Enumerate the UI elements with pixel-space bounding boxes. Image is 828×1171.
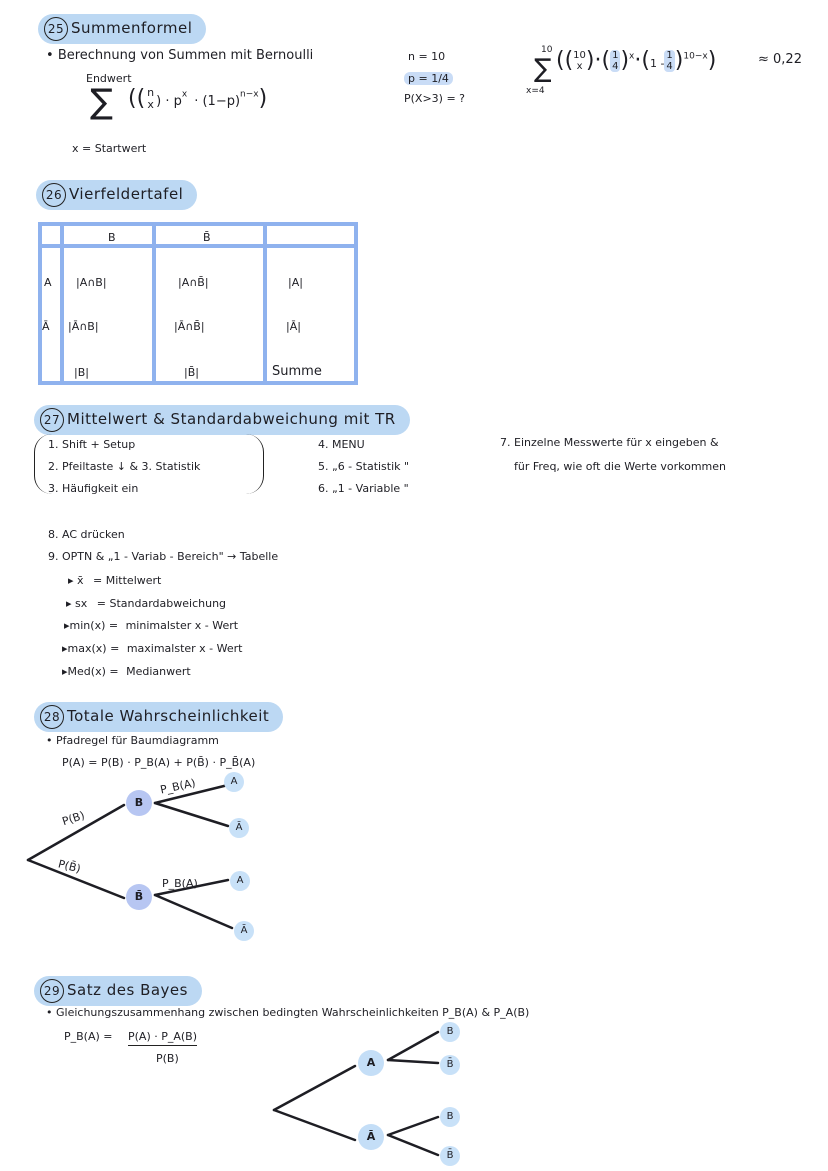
cell-a-bbar: |A∩B̄| — [178, 276, 209, 289]
list-item: ▸min(x) = minimalster x - Wert — [64, 619, 239, 632]
list-item: ▸ x̄ = Mittelwert — [68, 574, 162, 587]
cell-a-b: |A∩B| — [76, 276, 107, 289]
section-29-heading — [34, 976, 202, 1006]
edge-label-pba: P_B(A) — [162, 877, 198, 890]
tree-leaf: A — [230, 871, 250, 891]
bullet-text: • Gleichungszusammenhang zwischen bedingten Wahrscheinlichkeiten P_B(A) & P_A(B) — [46, 1006, 530, 1019]
formula-part: ) — [258, 86, 268, 111]
tree-edge — [388, 1117, 438, 1135]
step-5: 5. „6 - Statistik " — [318, 460, 410, 473]
section-title: Totale Wahrscheinlichkeit — [67, 707, 270, 725]
tree-node-b: B — [126, 790, 152, 816]
bayes-denominator: P(B) — [156, 1052, 179, 1065]
step-3: 3. Häufigkeit ein — [48, 482, 139, 495]
exponent-n-x: n−x — [240, 89, 259, 100]
example-formula: ((10 x )·( 1 4)$^x$·(1 -1 4)$^{10-x}$) — [556, 48, 717, 73]
cell-total-bbar: |B̄| — [184, 366, 199, 379]
step-7-line-2: für Freq, wie oft die Werte vorkommen — [514, 460, 726, 473]
list-key: max(x) = — [67, 642, 120, 655]
bullet-text: • Berechnung von Summen mit Bernoulli — [46, 48, 314, 63]
bullet-label: Berechnung von Summen mit Bernoulli — [57, 48, 314, 63]
cell-abar-total: |Ā| — [286, 320, 301, 333]
tree-leaf: B̄ — [440, 1146, 460, 1166]
list-key: min(x) = — [69, 619, 119, 632]
list-desc: minimalster x - Wert — [125, 619, 239, 632]
list-key: sx — [75, 597, 88, 610]
edge-label-pb: P(B) — [60, 808, 87, 829]
example-fraction: 1 4 — [666, 50, 673, 72]
col-header-bbar: B̄ — [203, 231, 211, 244]
tree-edge — [274, 1110, 355, 1140]
row-label-a: A — [44, 276, 52, 289]
tree-node-abar: Ā — [358, 1124, 384, 1150]
given-n: n = 10 — [408, 50, 446, 63]
list-item: ▸Med(x) = Medianwert — [62, 665, 191, 678]
section-number: 25 — [44, 17, 68, 41]
example-binomial: 10 x — [573, 50, 586, 72]
tree-leaf: B — [440, 1107, 460, 1127]
tree-edge — [274, 1066, 355, 1110]
list-key: Med(x) = — [67, 665, 119, 678]
given-p: p = 1/4 — [404, 72, 453, 85]
tree-leaf: Ā — [229, 818, 249, 838]
step-7-line-1: 7. Einzelne Messwerte für x eingeben & — [500, 436, 719, 449]
tree-leaf: A — [224, 772, 244, 792]
cell-a-total: |A| — [288, 276, 303, 289]
bayes-numerator: P(A) · P_A(B) — [128, 1030, 197, 1046]
example-sigma: ∑ — [534, 54, 552, 84]
tree-node-a: A — [358, 1050, 384, 1076]
formula-part: · (1−p) — [194, 94, 241, 109]
section-title: Vierfeldertafel — [69, 185, 184, 203]
tree-edge — [388, 1060, 438, 1063]
edge-label-pbbar: P(B̄) — [56, 857, 82, 876]
step-9: 9. OPTN & „1 - Variab - Bereich" → Tabelle — [48, 550, 279, 563]
section-number: 29 — [40, 979, 64, 1003]
section-number: 28 — [40, 705, 64, 729]
tree-edge — [388, 1032, 438, 1060]
formula-part: ) · p — [156, 94, 182, 109]
tree-node-bbar: B̄ — [126, 884, 152, 910]
col-header-b: B — [108, 231, 116, 244]
tree-leaf: B̄ — [440, 1055, 460, 1075]
tree-edge — [155, 895, 232, 928]
bullet-label: Gleichungszusammenhang zwischen bedingten Wahrscheinlichkeiten P_B(A) & P_A(B) — [56, 1006, 530, 1019]
step-2: 2. Pfeiltaste ↓ & 3. Statistik — [48, 460, 201, 473]
tree-edge — [155, 803, 228, 826]
example-upper-bound: 10 — [541, 45, 553, 55]
bullet-text: • Pfadregel für Baumdiagramm — [46, 734, 219, 747]
section-number: 27 — [40, 408, 64, 432]
sum-lower-bound: x = Startwert — [72, 142, 147, 155]
cell-abar-bbar: |Ā∩B̄| — [174, 320, 205, 333]
binom-bottom: x — [147, 98, 154, 111]
formula-part: (( — [128, 86, 146, 111]
sigma-symbol: ∑ — [90, 82, 113, 122]
example-result: ≈ 0,22 — [758, 52, 802, 67]
cell-abar-b: |Ā∩B| — [68, 320, 99, 333]
total-probability-formula: P(A) = P(B) · P_B(A) + P(B̄) · P_B̄(A) — [62, 756, 256, 769]
cell-total-sum: Summe — [272, 364, 322, 379]
row-label-abar: Ā — [42, 320, 50, 333]
list-desc: Medianwert — [126, 665, 191, 678]
list-item: ▸ sx = Standardabweichung — [66, 597, 227, 610]
step-1: 1. Shift + Setup — [48, 438, 136, 451]
step-8: 8. AC drücken — [48, 528, 125, 541]
cell-total-b: |B| — [74, 366, 89, 379]
list-desc: = Standardabweichung — [96, 597, 227, 610]
list-key: x̄ — [77, 574, 84, 587]
binom-top: n — [147, 86, 155, 99]
bullet-label: Pfadregel für Baumdiagramm — [56, 734, 219, 747]
exponent-x: x — [181, 89, 188, 100]
example-exponent: 10−x — [683, 51, 708, 62]
example-lower-bound: x=4 — [526, 86, 545, 96]
tree-leaf: B — [440, 1022, 460, 1042]
section-number: 26 — [42, 183, 66, 207]
edge-label-pba: P_B(A) — [159, 776, 197, 797]
example-fraction: 1 4 — [612, 50, 619, 72]
section-title: Mittelwert & Standardabweichung mit TR — [67, 410, 396, 428]
list-item: ▸max(x) = maximalster x - Wert — [62, 642, 243, 655]
step-4: 4. MENU — [318, 438, 365, 451]
question-text: P(X>3) = ? — [404, 92, 466, 105]
list-desc: maximalster x - Wert — [126, 642, 243, 655]
bayes-lhs: P_B(A) = — [64, 1030, 113, 1043]
section-title: Satz des Bayes — [67, 981, 188, 999]
tree-edge — [388, 1135, 438, 1155]
step-6: 6. „1 - Variable " — [318, 482, 409, 495]
section-title: Summenformel — [71, 19, 193, 37]
tree-leaf: Ā — [234, 921, 254, 941]
list-desc: = Mittelwert — [93, 574, 162, 587]
sum-upper-bound: Endwert — [86, 72, 132, 85]
